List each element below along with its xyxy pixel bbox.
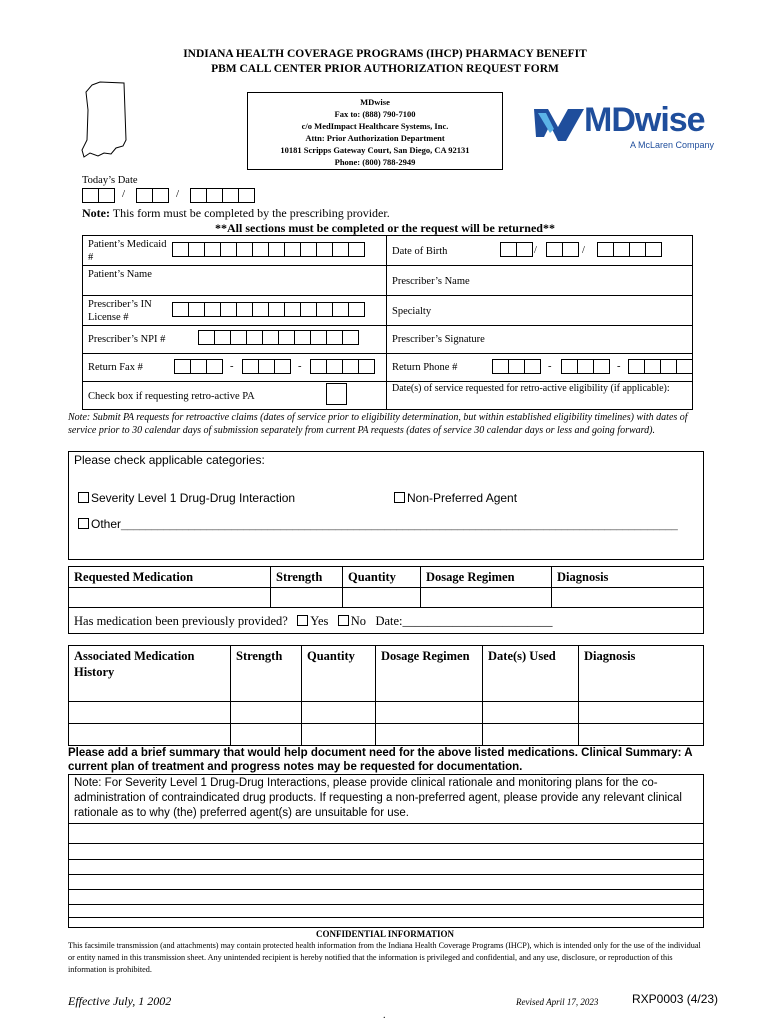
- med-cell[interactable]: [552, 588, 704, 608]
- ddi-checkbox[interactable]: [78, 492, 89, 503]
- col-history-diagnosis: Diagnosis: [579, 646, 704, 702]
- dob-slash: /: [534, 245, 537, 256]
- license-input[interactable]: [172, 302, 364, 317]
- license-label: Prescriber’s IN License #: [88, 299, 152, 323]
- confidential-text: This facsimile transmission (and attachments) may contain protected health information from the Indiana Health Coverage Programs (IHCP), which is intended only for the use of the individual or entity named in this transmission sheet. Any unintended recipient is hereby notified that the information is privileged and confidential, and any use, disclosure, or reproduction of this information is prohibited.: [68, 941, 701, 974]
- dob-day[interactable]: [546, 242, 578, 257]
- dob-label: Date of Birth: [392, 246, 448, 257]
- medicaid-label: Patient’s Medicaid #: [88, 239, 167, 263]
- dob-slash: /: [582, 245, 585, 256]
- previously-provided-row: [69, 608, 704, 634]
- return-fax-prefix[interactable]: [242, 359, 290, 374]
- sections-warning: **All sections must be completed or the request will be returned**: [215, 221, 555, 235]
- history-cell[interactable]: [231, 702, 302, 724]
- contact-fax: Fax to: (888) 790-7100: [334, 109, 416, 119]
- history-cell[interactable]: [69, 702, 231, 724]
- col-history-strength: Strength: [231, 646, 302, 702]
- fax-dash: -: [298, 361, 302, 372]
- today-day-boxes[interactable]: [136, 188, 168, 203]
- history-cell[interactable]: [483, 724, 579, 746]
- page-mark: .: [383, 1010, 386, 1021]
- retro-label: Check box if requesting retro-active PA: [88, 391, 255, 402]
- form-title-line-1: INDIANA HEALTH COVERAGE PROGRAMS (IHCP) PHARMACY BENEFIT: [183, 48, 587, 60]
- med-cell[interactable]: [343, 588, 421, 608]
- category-ddi[interactable]: Severity Level 1 Drug-Drug Interaction: [78, 491, 295, 505]
- form-title-line-2: PBM CALL CENTER PRIOR AUTHORIZATION REQUEST FORM: [211, 63, 559, 75]
- effective-date: Effective July, 1 2002: [68, 994, 172, 1008]
- category-other[interactable]: Other___________________________________________________________________________________________: [78, 517, 678, 531]
- previous-date[interactable]: Date:________________________: [375, 613, 553, 628]
- confidential-heading: CONFIDENTIAL INFORMATION: [315, 929, 455, 939]
- requested-medication-table: [68, 566, 704, 634]
- history-cell[interactable]: [69, 724, 231, 746]
- mdwise-logo-mark-icon: [532, 103, 587, 145]
- return-fax-label: Return Fax #: [88, 362, 143, 373]
- col-assoc-medication: Associated Medication History: [69, 646, 231, 702]
- history-cell[interactable]: [376, 702, 483, 724]
- provider-note: Note: This form must be completed by the prescribing provider.: [82, 206, 390, 220]
- contact-co: c/o MedImpact Healthcare Systems, Inc.: [301, 121, 449, 131]
- medicaid-input[interactable]: [172, 242, 364, 257]
- col-requested-medication: Requested Medication: [69, 567, 271, 588]
- no-label: No: [350, 613, 367, 628]
- signature-label: Prescriber’s Signature: [392, 334, 485, 345]
- yes-checkbox[interactable]: [297, 615, 308, 626]
- history-cell[interactable]: [483, 702, 579, 724]
- dob-year[interactable]: [597, 242, 661, 257]
- npi-input[interactable]: [198, 330, 358, 345]
- summary-note: Note: For Severity Level 1 Drug-Drug Interactions, please provide clinical rationale and monitoring plans for the co-administration of contraindicated drug products. If requesting a non-preferred agent, please provide any relevant clinical rationale as to why (the) preferred agent(s) are unsuitable for use.: [74, 777, 682, 819]
- col-dates-used: Date(s) Used: [483, 646, 579, 702]
- history-cell[interactable]: [302, 724, 376, 746]
- previous-question: Has medication been previously provided?: [74, 613, 288, 628]
- todays-date-label: Today’s Date: [82, 175, 138, 186]
- service-dates-label: Date(s) of service requested for retro-active eligibility (if applicable):: [392, 383, 670, 394]
- history-cell[interactable]: [579, 702, 704, 724]
- retro-checkbox[interactable]: [326, 383, 347, 405]
- contact-phone: Phone: (800) 788-2949: [334, 157, 416, 167]
- yes-label: Yes: [310, 613, 329, 628]
- med-cell[interactable]: [271, 588, 343, 608]
- summary-heading: Please add a brief summary that would help document need for the above listed medications. Clinical Summary: A current plan of treatment and progress notes may be requested for documentation.: [68, 747, 693, 773]
- history-cell[interactable]: [231, 724, 302, 746]
- non-preferred-checkbox[interactable]: [394, 492, 405, 503]
- date-slash: /: [122, 188, 126, 200]
- contact-address: 10181 Scripps Gateway Court, San Diego, CA 92131: [280, 145, 470, 155]
- logo-tagline: A McLaren Company: [630, 140, 715, 150]
- return-phone-area[interactable]: [492, 359, 540, 374]
- med-cell[interactable]: [69, 588, 271, 608]
- history-cell[interactable]: [579, 724, 704, 746]
- other-checkbox[interactable]: [78, 518, 89, 529]
- phone-dash: -: [617, 361, 621, 372]
- history-cell[interactable]: [302, 702, 376, 724]
- fax-dash: -: [230, 361, 234, 372]
- logo-wordmark: MDwise: [584, 101, 705, 139]
- history-cell[interactable]: [376, 724, 483, 746]
- form-id: RXP0003 (4/23): [632, 992, 719, 1006]
- return-fax-line[interactable]: [310, 359, 374, 374]
- col-history-quantity: Quantity: [302, 646, 376, 702]
- dob-month[interactable]: [500, 242, 532, 257]
- col-quantity: Quantity: [343, 567, 421, 588]
- history-table: [68, 645, 704, 746]
- col-diagnosis: Diagnosis: [552, 567, 704, 588]
- contact-attn: Attn: Prior Authorization Department: [305, 133, 445, 143]
- today-year-boxes[interactable]: [190, 188, 254, 203]
- no-checkbox[interactable]: [338, 615, 349, 626]
- contact-address-box: [247, 92, 503, 170]
- npi-label: Prescriber’s NPI #: [88, 334, 166, 345]
- return-phone-prefix[interactable]: [561, 359, 609, 374]
- phone-dash: -: [548, 361, 552, 372]
- retro-note: Note: Submit PA requests for retroactive claims (dates of service prior to eligibility determination, but within established eligibility timelines) with dates of service prior to 30 calendar days of submission separately from current PA requests (dates of service 30 calendar days or less and going forward).: [68, 412, 688, 436]
- prescriber-name-label: Prescriber’s Name: [392, 276, 470, 287]
- mdwise-logo: [532, 100, 717, 155]
- return-phone-line[interactable]: [628, 359, 692, 374]
- contact-org: MDwise: [360, 97, 390, 107]
- indiana-map-icon: [78, 80, 134, 160]
- revised-date: Revised April 17, 2023: [516, 997, 599, 1007]
- categories-heading: Please check applicable categories:: [74, 453, 265, 467]
- specialty-label: Specialty: [392, 306, 432, 317]
- return-phone-label: Return Phone #: [392, 362, 458, 373]
- col-history-dosage: Dosage Regimen: [376, 646, 483, 702]
- category-non-preferred[interactable]: Non-Preferred Agent: [394, 491, 517, 505]
- col-strength: Strength: [271, 567, 343, 588]
- col-dosage-regimen: Dosage Regimen: [421, 567, 552, 588]
- return-fax-area[interactable]: [174, 359, 222, 374]
- patient-name-label: Patient’s Name: [88, 269, 152, 280]
- today-month-boxes[interactable]: [82, 188, 114, 203]
- date-slash: /: [176, 188, 180, 200]
- categories-box: [68, 451, 704, 560]
- med-cell[interactable]: [421, 588, 552, 608]
